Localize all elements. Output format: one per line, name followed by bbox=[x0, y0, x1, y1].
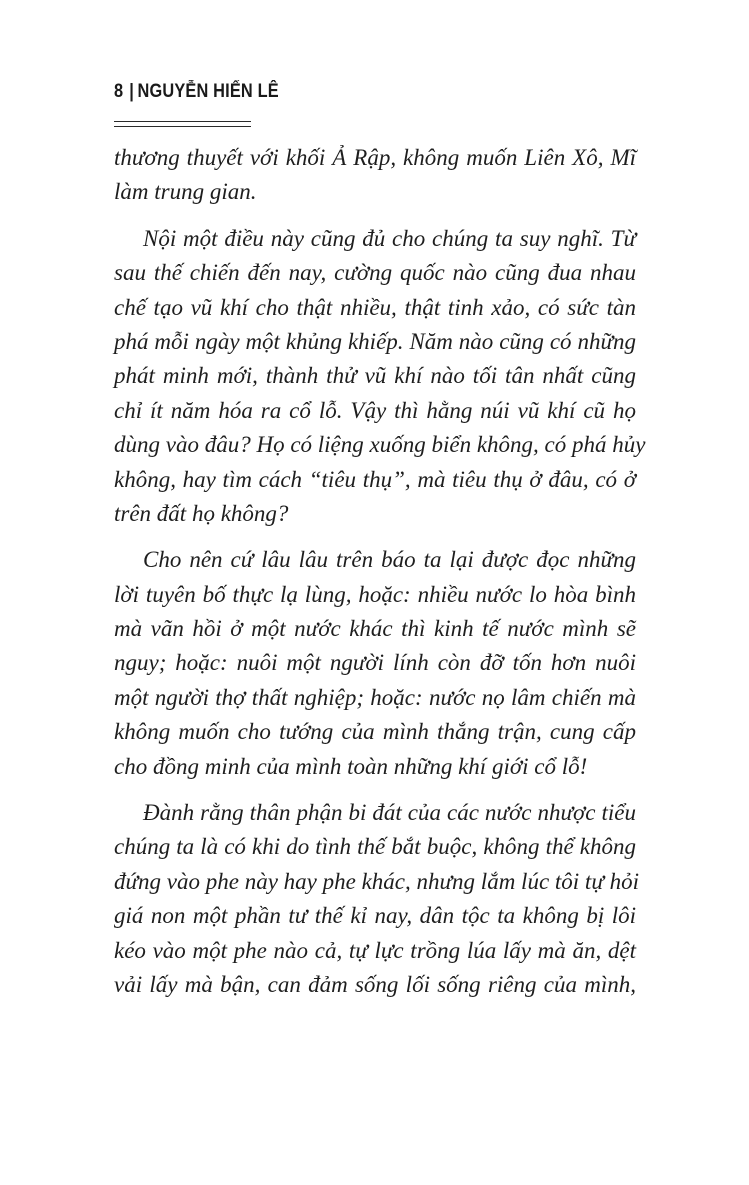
text-line: vải lấy mà bận, can đảm sống lối sống riêng của mình, bbox=[114, 971, 636, 997]
text-line: chỉ ít năm hóa ra cổ lỗ. Vậy thì hằng núi vũ khí cũ họ bbox=[114, 397, 636, 423]
text-line: sau thế chiến đến nay, cường quốc nào cũng đua nhau bbox=[114, 260, 636, 286]
text-line: nguy; hoặc: nuôi một người lính còn đỡ tốn hơn nuôi bbox=[114, 650, 636, 676]
paragraph-2 bbox=[114, 222, 646, 532]
text-line: Nội một điều này cũng đủ cho chúng ta suy nghĩ. Từ bbox=[143, 225, 636, 251]
text-line: phát minh mới, thành thử vũ khí nào tối tân nhất cũng bbox=[114, 363, 636, 389]
header-rule-bottom bbox=[114, 126, 251, 127]
text-line: một người thợ thất nghiệp; hoặc: nước nọ lâm chiến mà bbox=[114, 684, 636, 710]
text-line: Đành rằng thân phận bi đát của các nước nhược tiểu bbox=[143, 800, 636, 826]
text-line: Cho nên cứ lâu lâu trên báo ta lại được đọc những bbox=[143, 547, 636, 573]
header-separator: | bbox=[129, 81, 135, 102]
body-text bbox=[114, 141, 646, 1014]
paragraph-4 bbox=[114, 796, 640, 1002]
text-line: thương thuyết với khối Ả Rập, không muốn Liên Xô, Mĩ bbox=[114, 145, 636, 170]
text-line: lời tuyên bố thực lạ lùng, hoặc: nhiều nước lo hòa bình bbox=[114, 581, 636, 607]
text-line: trên đất họ không? bbox=[114, 500, 289, 526]
text-line: giá non một phần tư thế kỉ nay, dân tộc ta không bị lôi bbox=[114, 903, 636, 929]
text-line: cho đồng minh của mình toàn những khí giới cổ lỗ! bbox=[114, 753, 588, 779]
text-line: chúng ta là có khi do tình thế bắt buộc, không thể không bbox=[114, 834, 636, 860]
paragraph-3 bbox=[114, 543, 636, 784]
text-line: dùng vào đâu? Họ có liệng xuống biển không, có phá hủy bbox=[114, 432, 646, 458]
text-line: không, hay tìm cách “tiêu thụ”, mà tiêu thụ ở đâu, có ở bbox=[114, 466, 636, 492]
text-line: mà vãn hồi ở một nước khác thì kinh tế nước mình sẽ bbox=[114, 616, 636, 642]
text-line: đứng vào phe này hay phe khác, nhưng lắm lúc tôi tự hỏi bbox=[114, 868, 640, 894]
text-line: chế tạo vũ khí cho thật nhiều, thật tinh xảo, có sức tàn bbox=[114, 294, 636, 320]
text-line: làm trung gian. bbox=[114, 179, 257, 205]
page-number: 8 bbox=[114, 81, 124, 102]
header-rule-top bbox=[114, 121, 251, 122]
text-line: phá mỗi ngày một khủng khiếp. Năm nào cũng có những bbox=[114, 328, 636, 354]
text-line: kéo vào một phe nào cả, tự lực trồng lúa lấy mà ăn, dệt bbox=[114, 937, 636, 963]
text-line: không muốn cho tướng của mình thắng trận, cung cấp bbox=[114, 719, 636, 745]
paragraph-1 bbox=[114, 141, 636, 210]
author-name: NGUYỄN HIẾN LÊ bbox=[137, 81, 279, 102]
running-header bbox=[114, 81, 279, 103]
